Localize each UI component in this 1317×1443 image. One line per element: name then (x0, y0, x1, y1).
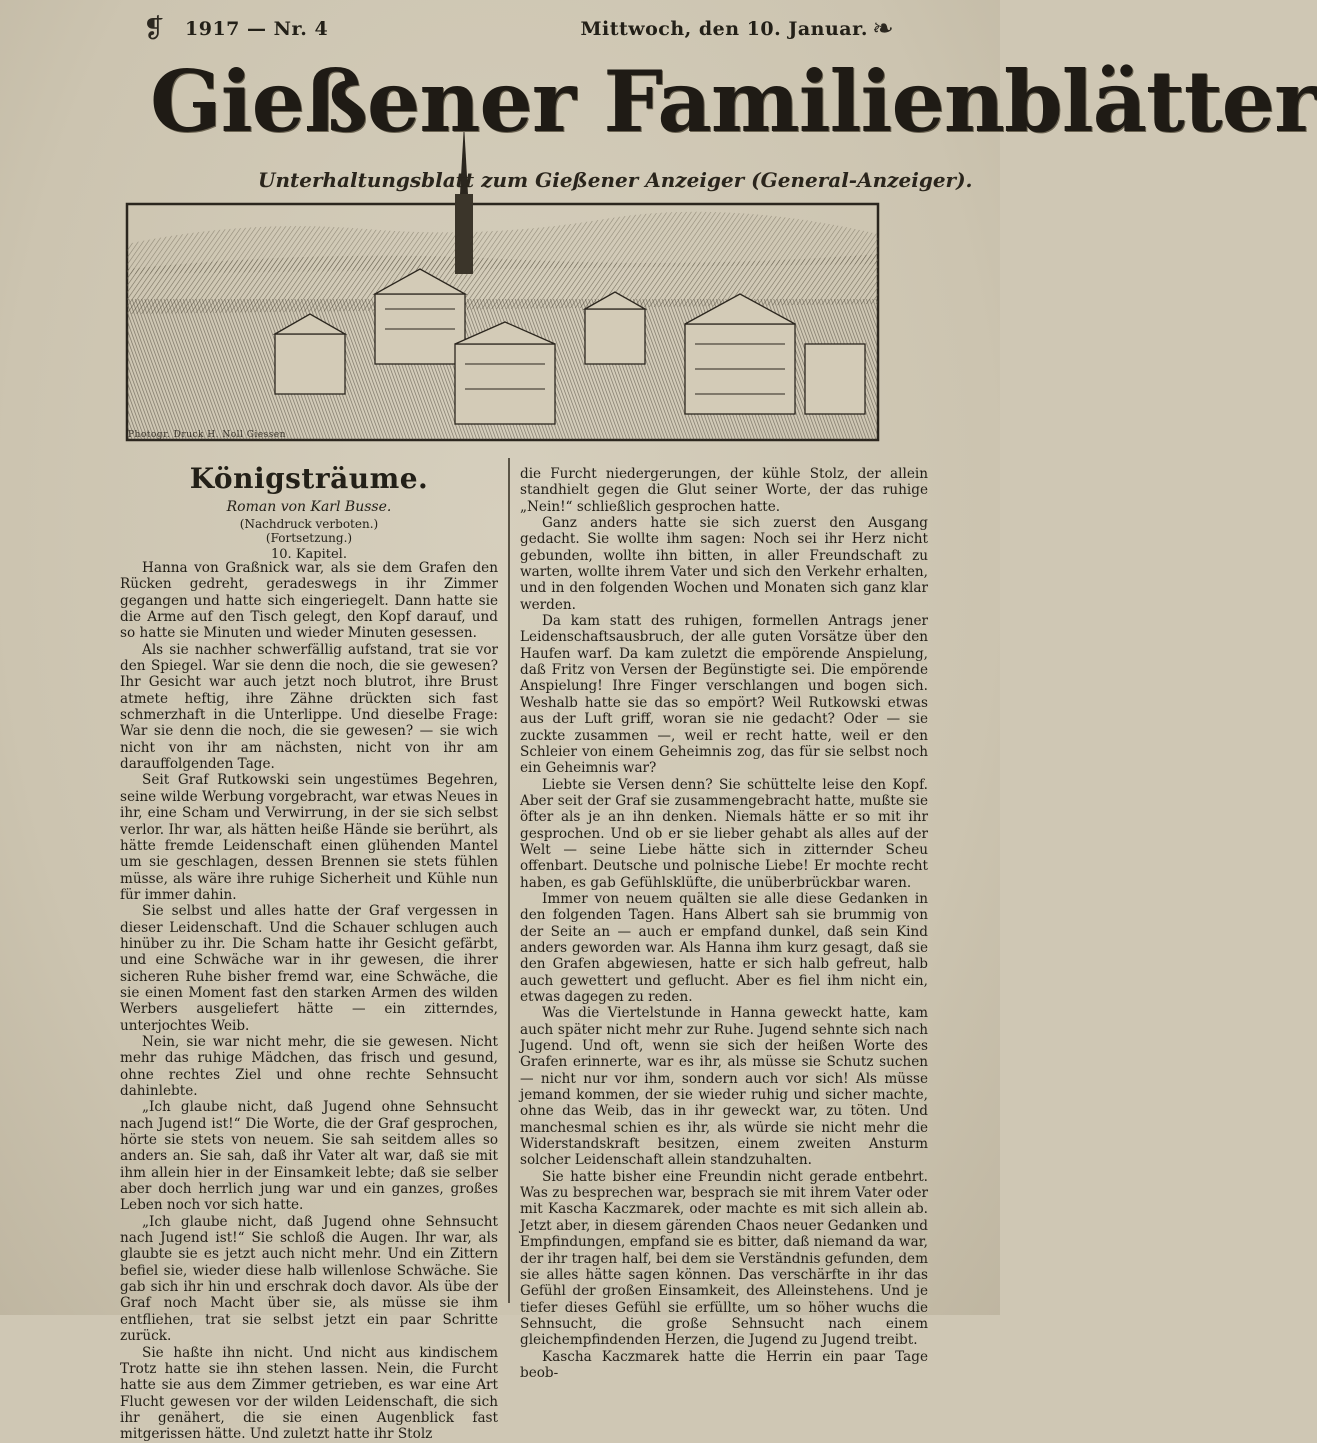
paragraph: Kascha Kaczmarek hatte die Herrin ein paar Tage beob- (520, 1348, 928, 1381)
paragraph: „Ich glaube nicht, daß Jugend ohne Sehnsucht nach Jugend ist!“ Die Worte, die der Graf gesprochen, hörte sie stets von neuem. Sie sah seitdem alles so anders an. Sie sah, daß ihr Vater alt war, daß sie mit ihm allein hier in der Einsamkeit lebte; daß sie selber aber doch herrlich jung war und ein ganzes, großes Leben noch vor sich hatte. (120, 1099, 498, 1214)
paragraph: Seit Graf Rutkowski sein ungestümes Begehren, seine wilde Werbung vorgebracht, war etwas Neues in ihr, eine Scham und Verwirrung, in der sie sich selbst verlor. Ihr war, als hätten heiße Hände sie berührt, als hätte fremde Leidenschaft einen glühenden Mantel um sie geschlagen, dessen Brennen sie stets fühlen müsse, als wäre ihre ruhige Sicherheit und Kühle nun für immer dahin. (120, 772, 498, 903)
paragraph: die Furcht niedergerungen, der kühle Stolz, der allein standhielt gegen die Glut seiner Worte, der das ruhige „Nein!“ schließlich gesprochen hatte. (520, 466, 928, 515)
corner-ornament-left: ❡ (143, 14, 165, 44)
paragraph: Liebte sie Versen denn? Sie schüttelte leise den Kopf. Aber seit der Graf sie zusammengebracht hatte, mußte sie öfter als je an ihn denken. Niemals hätte er so mit ihr gesprochen. Und ob er sie lieber gehabt als alles auf der Welt — seine Liebe hätte sich in zitternder Scheu offenbart. Deutsche und polnische Liebe! Er mochte recht haben, es gab Gefühlsklüfte, die unüberbrückbar waren. (520, 776, 928, 891)
paragraph: Immer von neuem quälten sie alle diese Gedanken in den folgenden Tagen. Hans Albert sah sie brummig von der Seite an — auch er empfand dunkel, daß sein Kind anders geworden war. Als Hanna ihm kurz gesagt, daß sie den Grafen abgewiesen, hatte er sich halb gefreut, halb auch gewettert und geflucht. Aber es fiel ihm nicht ein, etwas dagegen zu reden. (520, 890, 928, 1005)
chapter-heading: 10. Kapitel. (271, 547, 347, 562)
paragraph: „Ich glaube nicht, daß Jugend ohne Sehnsucht nach Jugend ist!“ Sie schloß die Augen. Ihr war, als glaubte sie es jetzt auch nicht mehr. Und ein Zittern befiel sie, wieder diese halb willenlose Schwäche. Sie gab sich ihr hin und erschrak doch davor. Als übe der Graf noch Macht über sie, als müsse sie ihm entfliehen, trat sie selbst jetzt ein paar Schritte zurück. (120, 1213, 498, 1345)
continuation-notice: (Fortsetzung.) (265, 531, 353, 545)
paragraph: Als sie nachher schwerfällig aufstand, trat sie vor den Spiegel. War sie denn die noch, die sie gewesen? Ihr Gesicht war auch jetzt noch blutrot, ihre Brust atmete heftig, ihre Zähne drückten sich fast schmerzhaft in die Unterlippe. Und dieselbe Frage: War sie denn die noch, die sie gewesen? — sie wich nicht von ihr am nächsten, nicht von ihr am darauffolgenden Tage. (120, 641, 498, 773)
right-column (520, 466, 928, 1381)
corner-ornament-right: ❧ (872, 14, 894, 44)
paragraph: Hanna von Graßnick war, als sie dem Grafen den Rücken gedreht, geradeswegs in ihr Zimmer gegangen und hatte sich eingeriegelt. Dann hatte sie die Arme auf den Tisch gelegt, den Kopf darauf, und so hatte sie Minuten und wieder Minuten gesessen. (120, 560, 498, 642)
left-column (120, 560, 498, 1443)
masthead-title: Gießener Familienblätter (150, 52, 1317, 151)
paragraph: Nein, sie war nicht mehr, die sie gewesen. Nicht mehr das ruhige Mädchen, das frisch und gesund, ohne rechtes Ziel und ohne rechte Sehnsucht dahinlebte. (120, 1033, 498, 1099)
printer-imprint: Photogr. Druck H. Noll Giessen (128, 430, 287, 440)
article-byline: Roman von Karl Busse. (226, 499, 392, 515)
article-title: Königsträume. (189, 462, 429, 495)
paragraph: Was die Viertelstunde in Hanna geweckt hatte, kam auch später nicht mehr zur Ruhe. Jugend sehnte sich nach Jugend. Und oft, wenn sie sich der heißen Worte des Grafen erinnerte, war es ihr, als müsse sie Schutz suchen — nicht nur vor ihm, sondern auch vor sich! Als müsse jemand kommen, der sie wieder ruhig und sicher machte, ohne das Weib, das in ihr geweckt war, zu töten. Und manchesmal schien es ihr, als würde sie nicht mehr die Widerstandskraft besitzen, einem zweiten Ansturm solcher Leidenschaft allein standzuhalten. (520, 1005, 928, 1169)
paragraph: Sie selbst und alles hatte der Graf vergessen in dieser Leidenschaft. Und die Schauer schlugen auch hinüber zu ihr. Die Scham hatte ihr Gesicht gefärbt, und eine Schwäche war in ihr gewesen, die ihrer sicheren Ruhe bisher fremd war, eine Schwäche, die sie einen Moment fast den starken Armen des wilden Werbers ausgeliefert hätte — ein zitterndes, unterjochtes Weib. (120, 903, 498, 1034)
masthead-subtitle: Unterhaltungsblatt zum Gießener Anzeiger (General-Anzeiger). (258, 168, 973, 192)
issue-number: 1917 — Nr. 4 (185, 18, 329, 40)
paragraph: Ganz anders hatte sie sich zuerst den Ausgang gedacht. Sie wollte ihm sagen: Noch sei ihr Herz nicht gebunden, wollte ihn bitten, in aller Freundschaft zu warten, wollte ihrem Vater und sich den Verkehr erhalten, und in den folgenden Wochen und Monaten sich ganz klar werden. (520, 515, 928, 613)
issue-date: Mittwoch, den 10. Januar. (580, 18, 868, 40)
paragraph: Sie hatte bisher eine Freundin nicht gerade entbehrt. Was zu besprechen war, besprach sie mit ihrem Vater oder mit Kascha Kaczmarek, oder machte es mit sich allein ab. Jetzt aber, in diesem gärenden Chaos neuer Gedanken und Empfindungen, empfand sie es bitter, daß niemand da war, der ihr tragen half, bei dem sie Verständnis gefunden, dem sie alles hätte sagen können. Das verschärfte in ihr das Gefühl der großen Einsamkeit, des Alleinstehens. Und je tiefer dieses Gefühl sie erfüllte, um so höher wuchs die Sehnsucht, die große Sehnsucht nach einem gleichempfindenden Herzen, die Jugend zu Jugend treibt. (520, 1168, 928, 1349)
paragraph: Sie haßte ihn nicht. Und nicht aus kindischem Trotz hatte sie ihn stehen lassen. Nein, die Furcht hatte sie aus dem Zimmer getrieben, es war eine Art Flucht gewesen vor der wilden Leidenschaft, die sich ihr genähert, die sie einen Augenblick fast mitgerissen hätte. Und zuletzt hatte ihr Stolz (120, 1344, 498, 1443)
paragraph: Da kam statt des ruhigen, formellen Antrags jener Leidenschaftsausbruch, der alle guten Vorsätze über den Haufen warf. Da kam zuletzt die empörende Anspielung, daß Fritz von Versen der Begünstigte sei. Die empörende Anspielung! Ihre Finger verschlangen und bogen sich. Weshalb hatte sie das so empört? Weil Rutkowski etwas aus der Luft griff, woran sie nie gedacht? Oder — sie zuckte zusammen —, weil er recht hatte, weil er den Schleier von einem Geheimnis zog, das für sie selbst noch ein Geheimnis war? (520, 613, 928, 777)
reprint-notice: (Nachdruck verboten.) (239, 517, 379, 531)
column-divider (508, 458, 510, 1303)
